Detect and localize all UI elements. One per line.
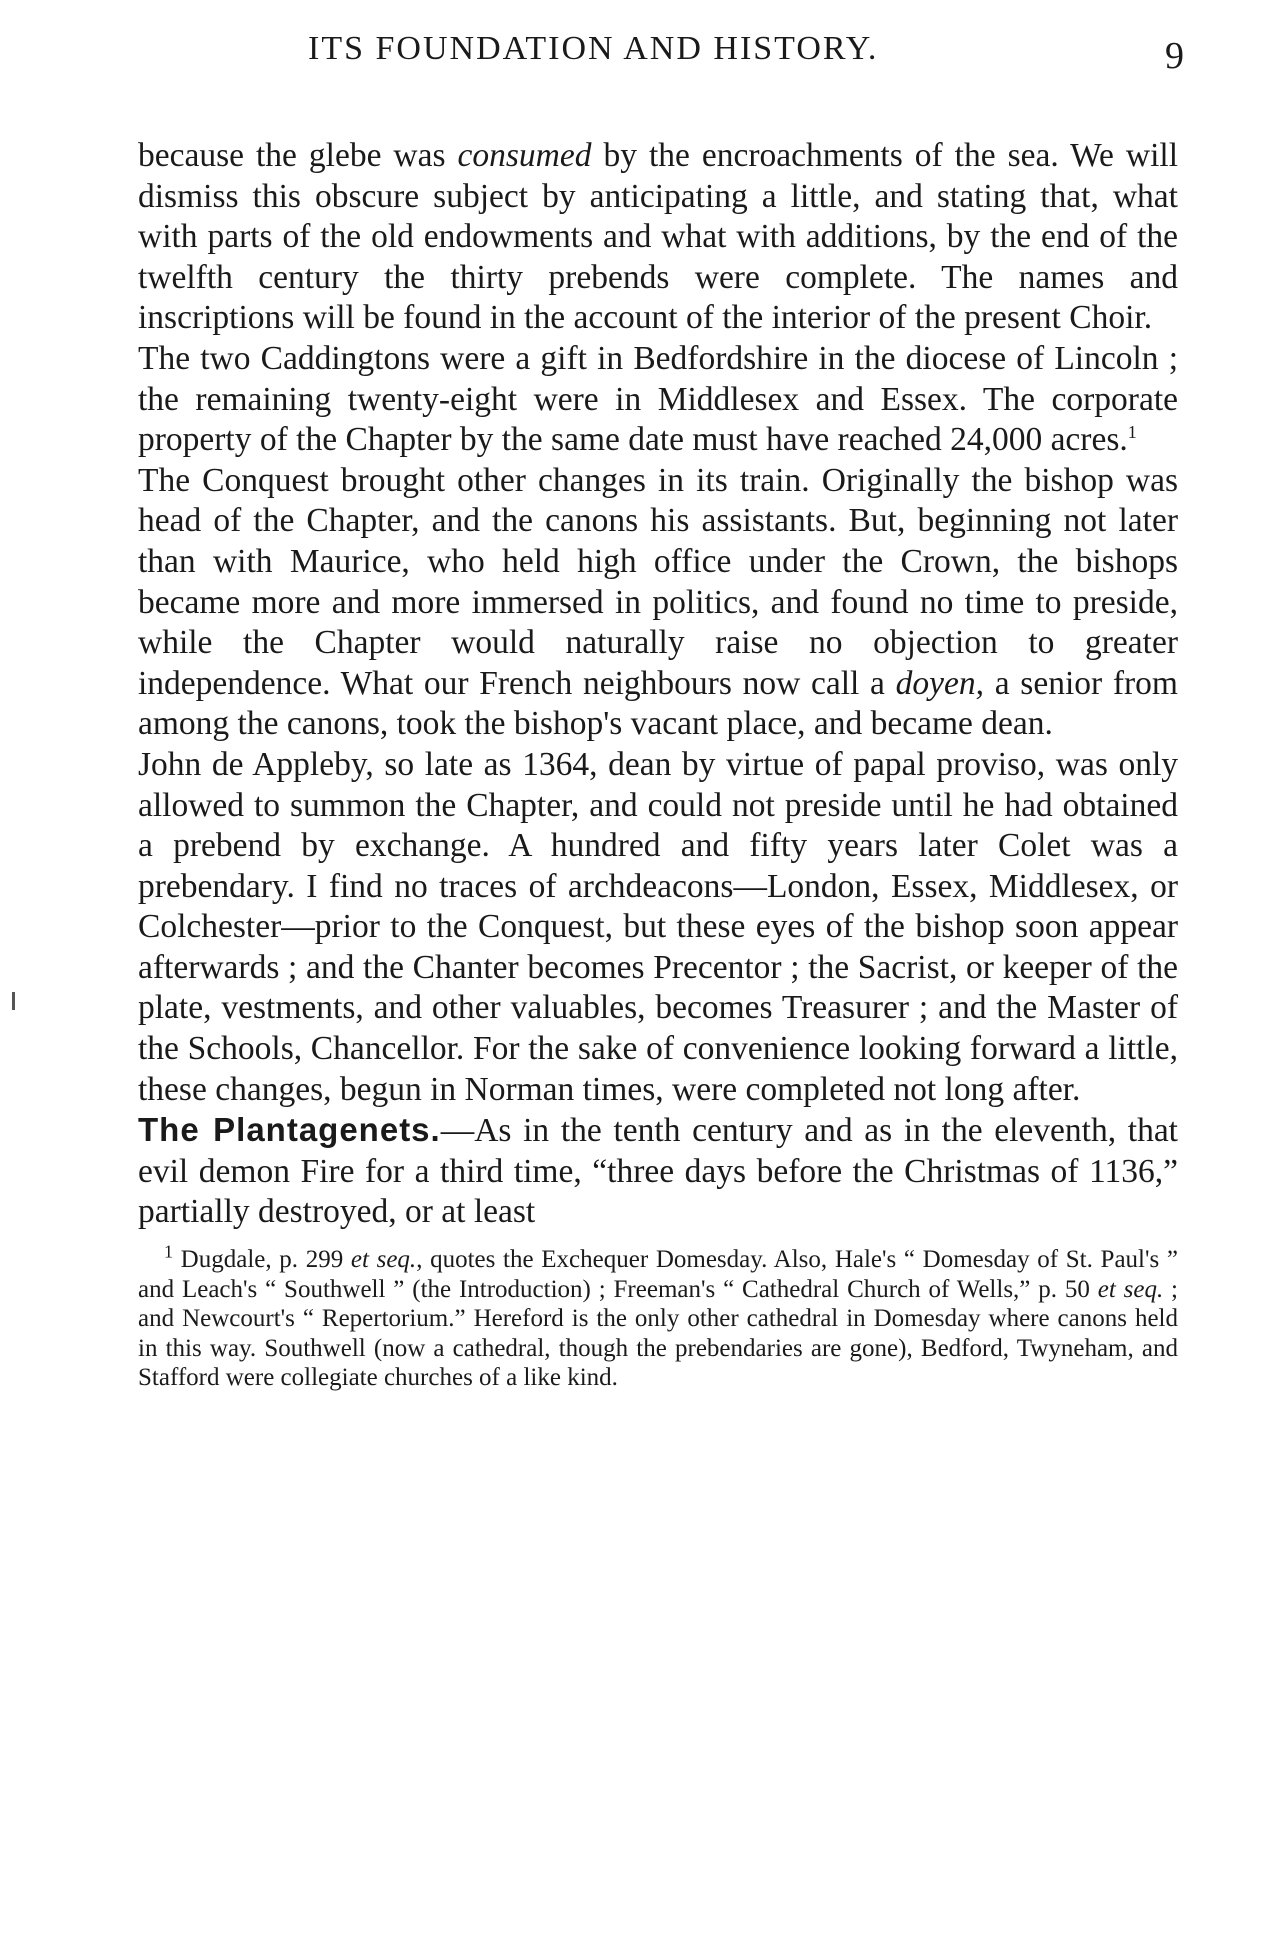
margin-speck [12,992,15,1010]
text-run: by the encroachments of the sea. We will dismiss this obscure subject by anticipating a little, and stating that, what with parts of the old endowments and what with additions, by the end of the twelfth century the thirty prebends were complete. The names and inscriptions will be found in the account of the interior of the present Choir. [138,137,1178,337]
footnote-text [138,1241,1179,1393]
text-run: John de Appleby, so late as 1364, dean by virtue of papal proviso, was only allowed to summon the Chapter, and could not preside until he had obtained a prebend by exchange. A hundred and fifty years later Colet was a prebendary. I find no traces of archdeacons—London, Essex, Middlesex, or Colchester—prior to the Conquest, but these eyes of the bishop soon appear afterwards ; and the Chanter becomes Precentor ; the Sacrist, or keeper of the plate, vestments, and other valuables, becomes Treasurer ; and the Master of the Schools, Chancellor. For the sake of convenience looking forward a little, these changes, begun in Norman times, were completed not long after. [138,745,1178,1108]
text-run: The Conquest brought other changes in its train. Originally the bishop was head of the Chapter, and the canons his assistants. But, beginning not later than with Maurice, who held high office under the Crown, the bishops became more and more immersed in politics, and found no time to preside, while the Chapter would naturally raise no objection to greater independence. What our French neighbours now call a [138,461,1178,702]
paragraph [138,461,1178,745]
page-number: 9 [1165,35,1186,77]
text-run: Dugdale, p. 299 [173,1246,351,1274]
paragraph [138,1110,1178,1233]
running-head [138,30,1186,90]
section-heading: The Plantagenets. [138,1111,441,1149]
footnote-marker: 1 [164,1241,173,1262]
italic-text: et seq. [350,1246,417,1274]
running-title: ITS FOUNDATION AND HISTORY. [308,30,879,67]
text-run: , quotes the Exchequer Domesday. Also, Hale's “ Domesday of St. Paul's ” and Leach's “ Southwell ” (the Introduction) ; Freeman's “ Cathedral Church of Wells,” p. 50 [138,1246,1178,1303]
paragraph [138,136,1178,339]
italic-text: consumed [457,137,592,174]
italic-text: et seq. [1097,1275,1164,1303]
text-run: ; and Newcourt's “ Repertorium.” Hereford is the only other cathedral in Domesday where canons held in this way. Southwell (now a cathedral, though the prebendaries are gone), Bedford, Twyneham, and Stafford were collegiate churches of a like kind. [138,1275,1179,1392]
footnote [138,1241,1179,1393]
body-text [138,136,1178,1233]
text-run: The two Caddingtons were a gift in Bedfordshire in the diocese of Lincoln ; the remaining twenty-eight were in Middlesex and Essex. The corporate property of the Chapter by the same date must have reached 24,000 acres. [138,339,1178,459]
text-run: a senior from among the canons, took the bishop's vacant place, and became dean. [138,664,1178,743]
paragraph [138,339,1178,461]
book-page [138,30,1186,1393]
footnote-reference: 1 [1127,422,1137,442]
paragraph [138,745,1178,1110]
text-run: because the glebe was [138,137,458,174]
text-run: —As in the tenth century and as in the eleventh, that evil demon Fire for a third time, “three days before the Christmas of 1136,” partially destroyed, or at least [138,1112,1178,1231]
italic-text: doyen, [895,664,984,702]
